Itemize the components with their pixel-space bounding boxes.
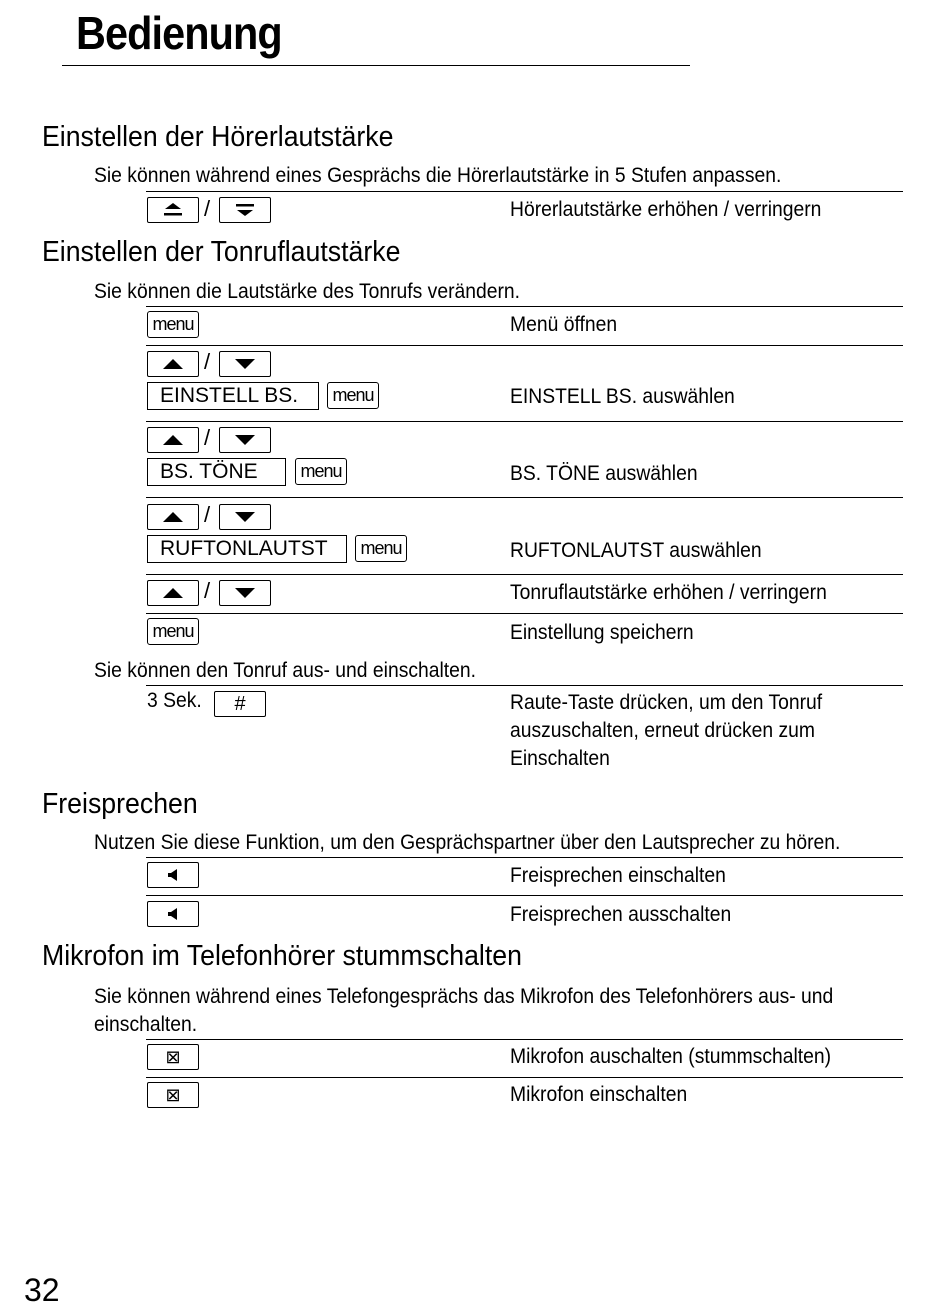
speaker-icon [166,868,180,882]
speaker-icon [166,907,180,921]
arrow-down-key [219,351,271,377]
row-rule [146,1039,903,1040]
volume-down-key [219,197,271,223]
display-text-box: BS. TÖNE [147,458,286,486]
row-description: EINSTELL BS. auswählen [510,385,735,408]
menu-key: menu [147,311,199,338]
row-description: Freisprechen einschalten [510,864,726,887]
section-heading-mikrofon: Mikrofon im Telefonhörer stummschalten [42,940,522,972]
key-separator: / [204,349,211,374]
menu-key: menu [327,382,379,409]
row-description: Menü öffnen [510,313,618,336]
section-intro-freisprechen: Nutzen Sie diese Funktion, um den Gesprächspartner über den Lautsprecher zu hören. [94,831,841,854]
row-rule [146,613,903,614]
arrow-up-key [147,504,199,530]
row-description: Mikrofon auschalten (stummschalten) [510,1045,832,1068]
arrow-down-key [219,427,271,453]
volume-down-icon [233,202,257,218]
arrow-up-icon [162,511,184,523]
key-separator: / [204,425,211,450]
row-rule [146,1077,903,1078]
row-rule [146,345,903,346]
row-description: Tonruflautstärke erhöhen / verringern [510,581,827,604]
menu-key: menu [147,618,199,645]
hash-key: # [214,691,266,717]
speaker-key [147,862,199,888]
row-rule [146,191,903,192]
arrow-down-key [219,580,271,606]
volume-up-key [147,197,199,223]
arrow-down-icon [234,587,256,599]
row-rule [146,306,903,307]
speaker-key [147,901,199,927]
arrow-down-key [219,504,271,530]
title-rule [62,65,690,66]
row-rule [146,895,903,896]
row-description: Raute-Taste drücken, um den Tonruf [510,691,823,714]
arrow-up-icon [162,434,184,446]
hold-duration-label: 3 Sek. [147,689,202,712]
row-rule [146,685,903,686]
arrow-up-icon [162,587,184,599]
menu-key: menu [355,535,407,562]
section-intro-mikrofon-cont: einschalten. [94,1013,198,1036]
key-separator: / [204,578,211,603]
row-description-cont: auszuschalten, erneut drücken zum [510,719,816,742]
row-rule [146,574,903,575]
row-description: Hörerlautstärke erhöhen / verringern [510,198,822,221]
row-description-cont: Einschalten [510,747,610,770]
arrow-up-key [147,351,199,377]
row-description: RUFTONLAUTST auswählen [510,539,762,562]
section-intro-tonruf: Sie können die Lautstärke des Tonrufs verändern. [94,280,521,303]
display-text-box: RUFTONLAUTST [147,535,347,563]
row-description: Einstellung speichern [510,621,694,644]
key-separator: / [204,196,211,221]
row-rule [146,421,903,422]
section-heading-hoerer: Einstellen der Hörerlautstärke [42,121,394,153]
arrow-down-icon [234,358,256,370]
page-number: 32 [24,1272,60,1308]
arrow-down-icon [234,434,256,446]
mute-key: ⊠ [147,1044,199,1070]
mute-key: ⊠ [147,1082,199,1108]
display-text-box: EINSTELL BS. [147,382,319,410]
volume-up-icon [161,202,185,218]
page-title: Bedienung [76,7,282,59]
arrow-up-icon [162,358,184,370]
arrow-up-key [147,427,199,453]
row-rule [146,857,903,858]
arrow-down-icon [234,511,256,523]
row-description: Freisprechen ausschalten [510,903,732,926]
row-rule [146,497,903,498]
arrow-up-key [147,580,199,606]
section-intro-hoerer: Sie können während eines Gesprächs die Hörerlautstärke in 5 Stufen anpassen. [94,164,782,187]
row-description: BS. TÖNE auswählen [510,462,698,485]
row-description: Mikrofon einschalten [510,1083,688,1106]
menu-key: menu [295,458,347,485]
key-separator: / [204,502,211,527]
section-heading-tonruf: Einstellen der Tonruflautstärke [42,236,401,268]
section-intro-tonruf-onoff: Sie können den Tonruf aus- und einschalten. [94,659,477,682]
section-intro-mikrofon: Sie können während eines Telefongesprächs das Mikrofon des Telefonhörers aus- und [94,985,834,1008]
section-heading-freisprechen: Freisprechen [42,788,198,820]
